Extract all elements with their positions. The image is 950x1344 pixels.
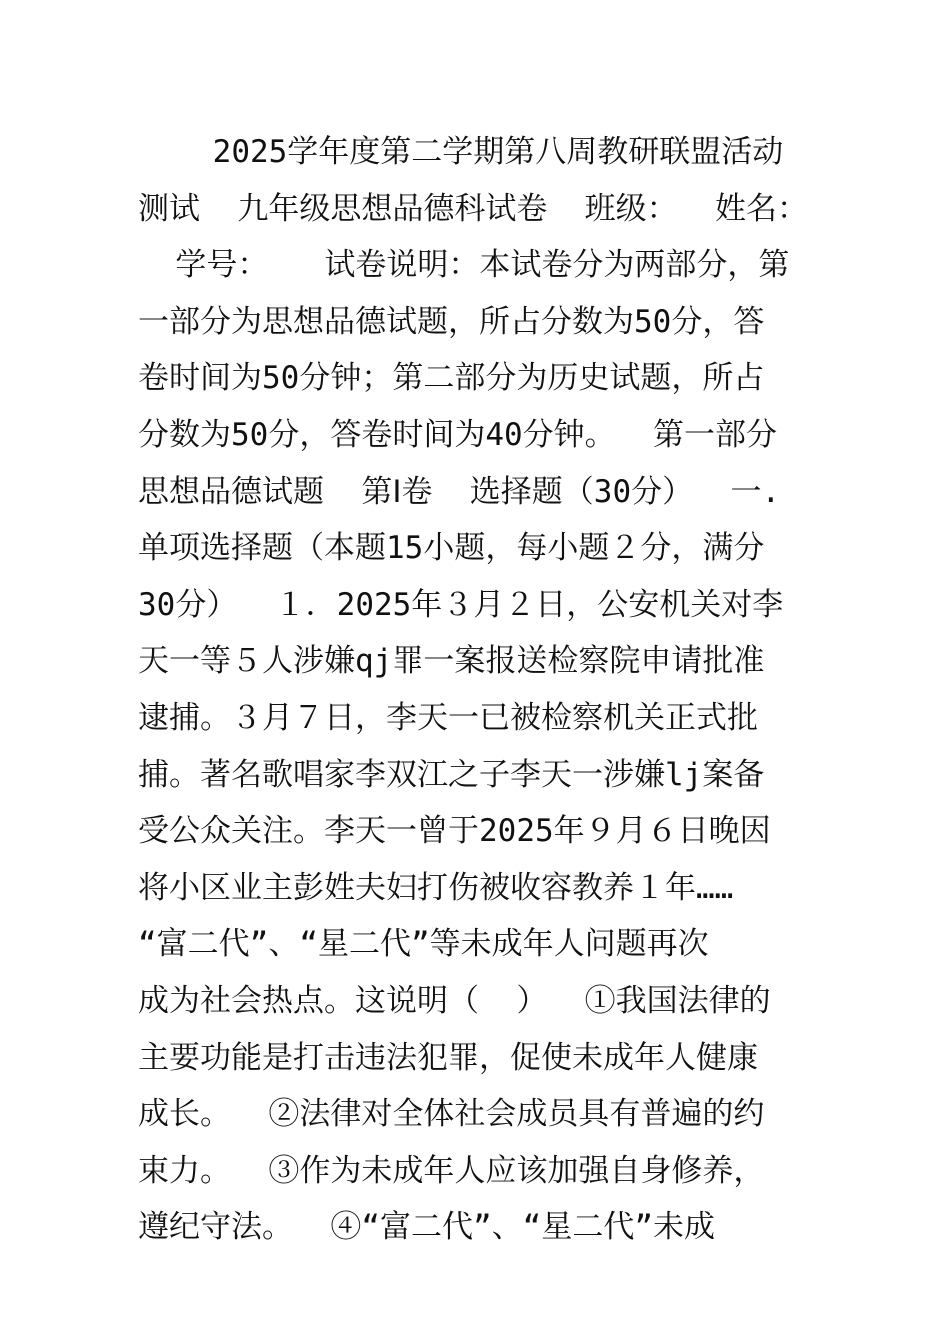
text-line: 思想品德试题 第Ⅰ卷 选择题（30分） 一.	[138, 473, 781, 510]
text-line: 成为社会热点。这说明（ ） ①我国法律的	[138, 982, 771, 1019]
text-line: 30分） １．2025年３月２日，公安机关对李	[138, 586, 784, 623]
text-line: 束力。 ③作为未成年人应该加强自身修养，	[138, 1152, 765, 1189]
text-line: 受公众关注。李天一曾于2025年９月６日晚因	[138, 813, 771, 850]
text-line: 分数为50分，答卷时间为40分钟。 第一部分	[138, 416, 777, 453]
text-line: 成长。 ②法律对全体社会成员具有普遍的约	[138, 1096, 765, 1133]
text-line: 2025学年度第二学期第八周教研联盟活动	[138, 134, 784, 170]
text-line: 逮捕。３月７日，李天一已被检察机关正式批	[138, 699, 758, 736]
text-line: 学号： 试卷说明：本试卷分为两部分，第	[138, 247, 790, 284]
text-line: 将小区业主彭姓夫妇打伤被收容教养１年……	[138, 869, 734, 906]
text-line: 卷时间为50分钟；第二部分为历史试题，所占	[138, 360, 765, 397]
text-line: 一部分为思想品德试题，所占分数为50分，答	[138, 303, 765, 340]
exam-text-body	[138, 124, 828, 1256]
text-line: 捕。著名歌唱家李双江之子李天一涉嫌lj案备	[138, 756, 765, 793]
text-line: 天一等５人涉嫌qj罪一案报送检察院申请批准	[138, 643, 765, 680]
text-line: 测试 九年级思想品德科试卷 班级： 姓名：	[138, 190, 808, 227]
text-line: “富二代”、“星二代”等未成年人问题再次	[138, 926, 709, 963]
text-line: 主要功能是打击违法犯罪，促使未成年人健康	[138, 1039, 758, 1076]
text-line: 单项选择题（本题15小题，每小题２分，满分	[138, 530, 765, 567]
text-line: 遵纪守法。 ④“富二代”、“星二代”未成	[138, 1209, 715, 1246]
